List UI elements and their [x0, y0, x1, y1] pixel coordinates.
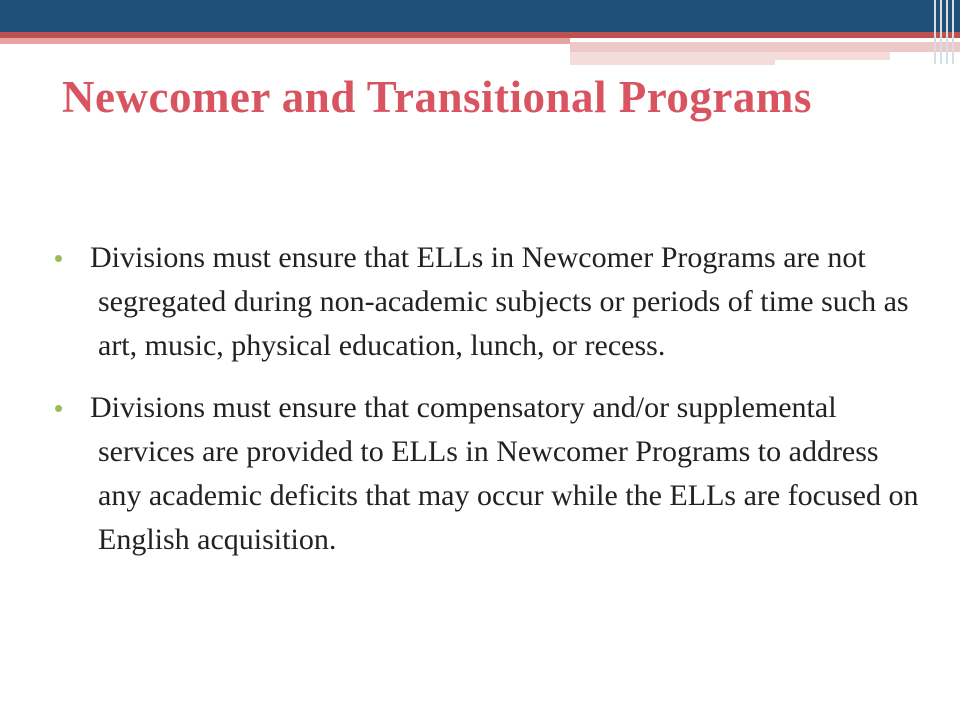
bullet-item	[55, 236, 925, 368]
header-vertical-line	[946, 0, 948, 64]
header-band-pink	[0, 38, 570, 44]
header-band-blue	[0, 0, 960, 32]
header-band-pink-right-2	[570, 52, 890, 60]
bullet-dot-icon	[55, 255, 62, 262]
header-band-pink-right-3	[570, 60, 775, 65]
header-vertical-line	[934, 0, 936, 64]
header-band-pink-right	[570, 42, 960, 52]
header-vertical-line	[940, 0, 942, 64]
bullet-dot-icon	[55, 405, 62, 412]
bullet-text: Divisions must ensure that ELLs in Newcomer Programs are not segregated during non-academic subjects or periods of time such as art, music, physical education, lunch, or recess.	[90, 241, 909, 362]
bullet-item	[55, 386, 925, 562]
header-vertical-line	[952, 0, 954, 64]
bullet-list	[55, 236, 925, 580]
slide-title: Newcomer and Transitional Programs	[62, 72, 812, 122]
bullet-text: Divisions must ensure that compensatory and/or supplemental services are provided to ELLs in Newcomer Programs to address any academic deficits that may occur while the ELLs are focused on English acquisition.	[90, 391, 919, 556]
